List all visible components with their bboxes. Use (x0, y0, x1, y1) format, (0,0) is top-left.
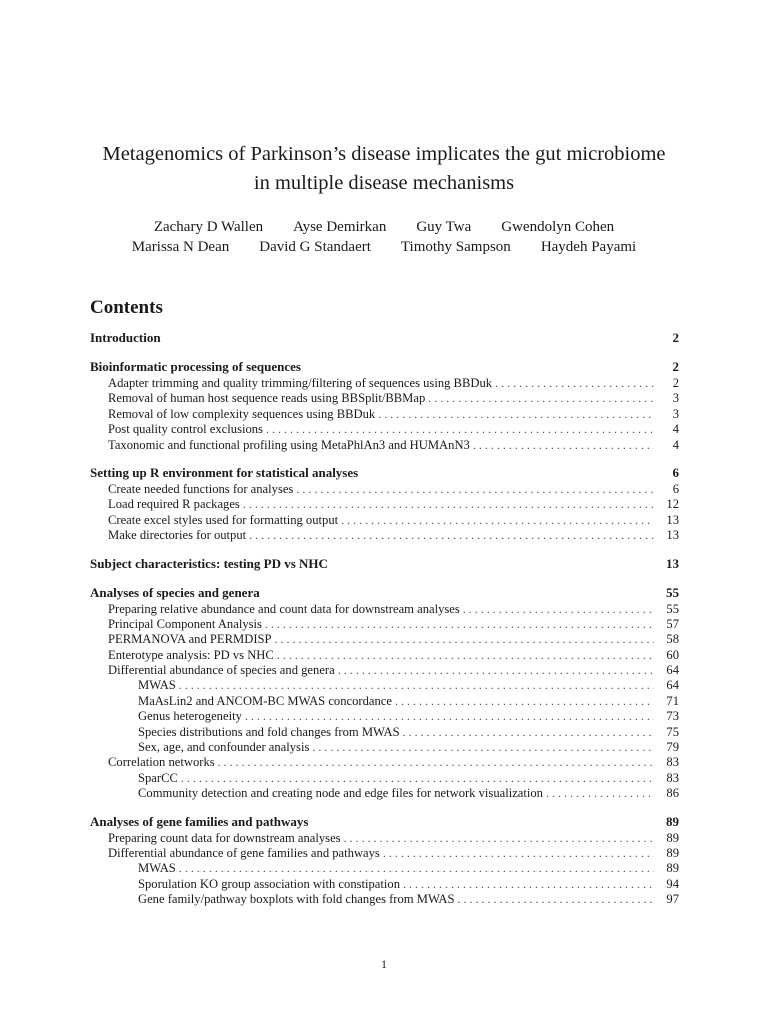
toc-entry[interactable] (90, 709, 679, 724)
toc-entry-page: 55 (666, 601, 679, 616)
dot-leader (395, 694, 654, 709)
toc-entry[interactable] (90, 740, 679, 755)
author-row-1 (60, 217, 708, 237)
toc-section-page: 2 (672, 330, 679, 345)
toc-entry-title: Species distributions and fold changes from MWAS (138, 724, 400, 739)
toc-section[interactable] (90, 328, 679, 347)
toc-entry-page: 89 (666, 845, 679, 860)
toc-section[interactable] (90, 554, 679, 573)
toc-entry-page: 73 (666, 709, 679, 724)
toc-entry-page: 2 (672, 376, 679, 390)
toc-entry-page: 13 (666, 528, 679, 543)
toc-entry[interactable] (90, 391, 679, 406)
toc-section-page: 89 (666, 813, 679, 829)
toc-entry-title: Taxonomic and functional profiling using MetaPhlAn3 and HUMAnN3 (108, 437, 470, 452)
dot-leader (249, 528, 654, 543)
toc-entry-title: Sex, age, and confounder analysis (138, 740, 310, 755)
author-name: David G Standaert (259, 239, 371, 255)
toc-entry-title: MaAsLin2 and ANCOM-BC MWAS concordance (138, 693, 392, 708)
toc-entry[interactable] (90, 678, 679, 693)
toc-entry-page: 4 (672, 437, 679, 452)
toc-entry-page: 64 (666, 678, 679, 693)
toc-section-page: 55 (666, 584, 679, 600)
toc-entry-title: Create excel styles used for formatting output (108, 512, 339, 527)
toc-entry-title: Create needed functions for analyses (108, 481, 294, 496)
toc-entry-title: MWAS (138, 861, 176, 876)
toc-entry[interactable] (90, 877, 679, 892)
toc-entry-page: 97 (666, 892, 679, 907)
toc-entry-page: 75 (666, 724, 679, 739)
toc-entry[interactable] (90, 648, 679, 663)
toc-entry-title: Community detection and creating node and edge files for network visualization (138, 786, 543, 801)
toc-entry[interactable] (90, 513, 679, 528)
toc-section[interactable] (90, 812, 679, 831)
toc-entry-title: Gene family/pathway boxplots with fold changes from MWAS (138, 892, 455, 907)
toc-entry-page: 3 (672, 406, 679, 421)
dot-leader (403, 725, 654, 740)
toc-section[interactable] (90, 357, 679, 376)
toc-entry[interactable] (90, 528, 679, 543)
toc-entry-page: 64 (666, 663, 679, 678)
toc-entry[interactable] (90, 407, 679, 422)
toc-section-title: Analyses of gene families and pathways (90, 813, 309, 829)
toc-entry[interactable] (90, 422, 679, 437)
toc-section-page: 6 (672, 464, 679, 480)
toc-entry-title: Adapter trimming and quality trimming/filtering of sequences using BBDuk (108, 376, 493, 390)
dot-leader (179, 861, 654, 876)
toc-entry[interactable] (90, 482, 679, 497)
toc-entry-page: 13 (666, 512, 679, 527)
toc-section-title: Bioinformatic processing of sequences (90, 359, 301, 374)
dot-leader (179, 678, 654, 693)
toc-entry[interactable] (90, 831, 679, 846)
dot-leader (245, 709, 654, 724)
toc-entry-page: 83 (666, 770, 679, 785)
toc-entry[interactable] (90, 602, 679, 617)
author-name: Zachary D Wallen (153, 219, 264, 235)
toc-section[interactable] (90, 463, 679, 482)
toc-entry[interactable] (90, 771, 679, 786)
toc-entry[interactable] (90, 438, 679, 453)
toc-entry-page: 58 (666, 632, 679, 647)
contents-heading: Contents (90, 297, 163, 318)
author-name: Haydeh Payami (540, 239, 637, 255)
dot-leader (378, 407, 654, 422)
page-number: 1 (381, 957, 387, 971)
toc-entry-title: Genus heterogeneity (138, 709, 242, 724)
dot-leader (344, 831, 654, 846)
dot-leader (463, 602, 654, 617)
dot-leader (473, 438, 654, 453)
author-name: Marissa N Dean (131, 239, 230, 255)
toc-entry[interactable] (90, 376, 679, 391)
toc-entry-title: Preparing relative abundance and count data for downstream analyses (108, 601, 460, 616)
toc-entry[interactable] (90, 497, 679, 512)
toc-entry-page: 60 (666, 647, 679, 662)
toc-entry[interactable] (90, 846, 679, 861)
toc-entry-page: 12 (666, 497, 679, 512)
toc-entry-title: Removal of human host sequence reads using BBSplit/BBMap (108, 391, 426, 406)
toc-entry-title: Differential abundance of gene families and pathways (108, 845, 380, 860)
dot-leader (266, 422, 654, 437)
dot-leader (275, 632, 654, 647)
toc-entry-page: 4 (672, 422, 679, 437)
dot-leader (341, 513, 654, 528)
author-name: Guy Twa (416, 219, 472, 235)
toc-entry-page: 3 (672, 391, 679, 406)
toc-entry-title: Load required R packages (108, 497, 240, 512)
toc-entry-title: Differential abundance of species and genera (108, 663, 335, 678)
toc-entry-title: Principal Component Analysis (108, 616, 262, 631)
dot-leader (243, 497, 654, 512)
toc-entry-page: 79 (666, 740, 679, 755)
toc-entry[interactable] (90, 725, 679, 740)
toc-entry-page: 6 (672, 481, 679, 496)
dot-leader (458, 892, 654, 907)
toc-section-page: 2 (672, 359, 679, 374)
toc-entry-title: PERMANOVA and PERMDISP (108, 632, 272, 647)
toc-section-title: Analyses of species and genera (90, 584, 260, 600)
table-of-contents (90, 328, 679, 908)
toc-entry-title: Post quality control exclusions (108, 422, 263, 437)
toc-entry[interactable] (90, 861, 679, 876)
toc-section-title: Setting up R environment for statistical analyses (90, 464, 359, 480)
dot-leader (495, 376, 654, 391)
toc-entry[interactable] (90, 786, 679, 801)
toc-section-title: Introduction (90, 330, 161, 345)
toc-entry-title: MWAS (138, 678, 176, 693)
toc-entry[interactable] (90, 892, 679, 907)
toc-entry[interactable] (90, 694, 679, 709)
document-title (60, 140, 708, 198)
toc-entry-page: 57 (666, 616, 679, 631)
toc-entry-page: 83 (666, 755, 679, 770)
toc-section-title: Subject characteristics: testing PD vs NHC (90, 555, 328, 571)
dot-leader (218, 755, 654, 770)
title-line-2: in multiple disease mechanisms (253, 172, 515, 194)
toc-entry-page: 89 (666, 830, 679, 845)
dot-leader (265, 617, 654, 632)
dot-leader (312, 740, 654, 755)
dot-leader (338, 663, 654, 678)
dot-leader (296, 482, 654, 497)
author-list (60, 217, 708, 257)
toc-section[interactable] (90, 583, 679, 602)
dot-leader (546, 786, 654, 801)
dot-leader (403, 877, 654, 892)
author-name: Timothy Sampson (400, 239, 511, 255)
toc-entry-title: Preparing count data for downstream analyses (108, 830, 341, 845)
dot-leader (428, 391, 654, 406)
toc-section-page: 13 (666, 555, 679, 571)
toc-entry[interactable] (90, 663, 679, 678)
author-row-2 (60, 237, 708, 257)
dot-leader (181, 771, 654, 786)
toc-entry[interactable] (90, 632, 679, 647)
toc-entry-title: Correlation networks (108, 755, 215, 770)
toc-entry-title: Make directories for output (108, 528, 247, 543)
dot-leader (383, 846, 654, 861)
toc-entry[interactable] (90, 617, 679, 632)
author-name: Gwendolyn Cohen (501, 219, 615, 235)
toc-entry-page: 86 (666, 786, 679, 801)
toc-entry-page: 71 (666, 693, 679, 708)
dot-leader (277, 648, 654, 663)
toc-entry-title: SparCC (138, 770, 178, 785)
toc-entry[interactable] (90, 755, 679, 770)
toc-entry-title: Sporulation KO group association with constipation (138, 876, 400, 891)
title-line-1: Metagenomics of Parkinson’s disease implicates the gut microbiome (102, 143, 666, 165)
toc-entry-page: 89 (666, 861, 679, 876)
toc-entry-page: 94 (666, 876, 679, 891)
toc-entry-title: Removal of low complexity sequences using BBDuk (108, 406, 376, 421)
author-name: Ayse Demirkan (293, 219, 387, 235)
toc-entry-title: Enterotype analysis: PD vs NHC (108, 647, 274, 662)
